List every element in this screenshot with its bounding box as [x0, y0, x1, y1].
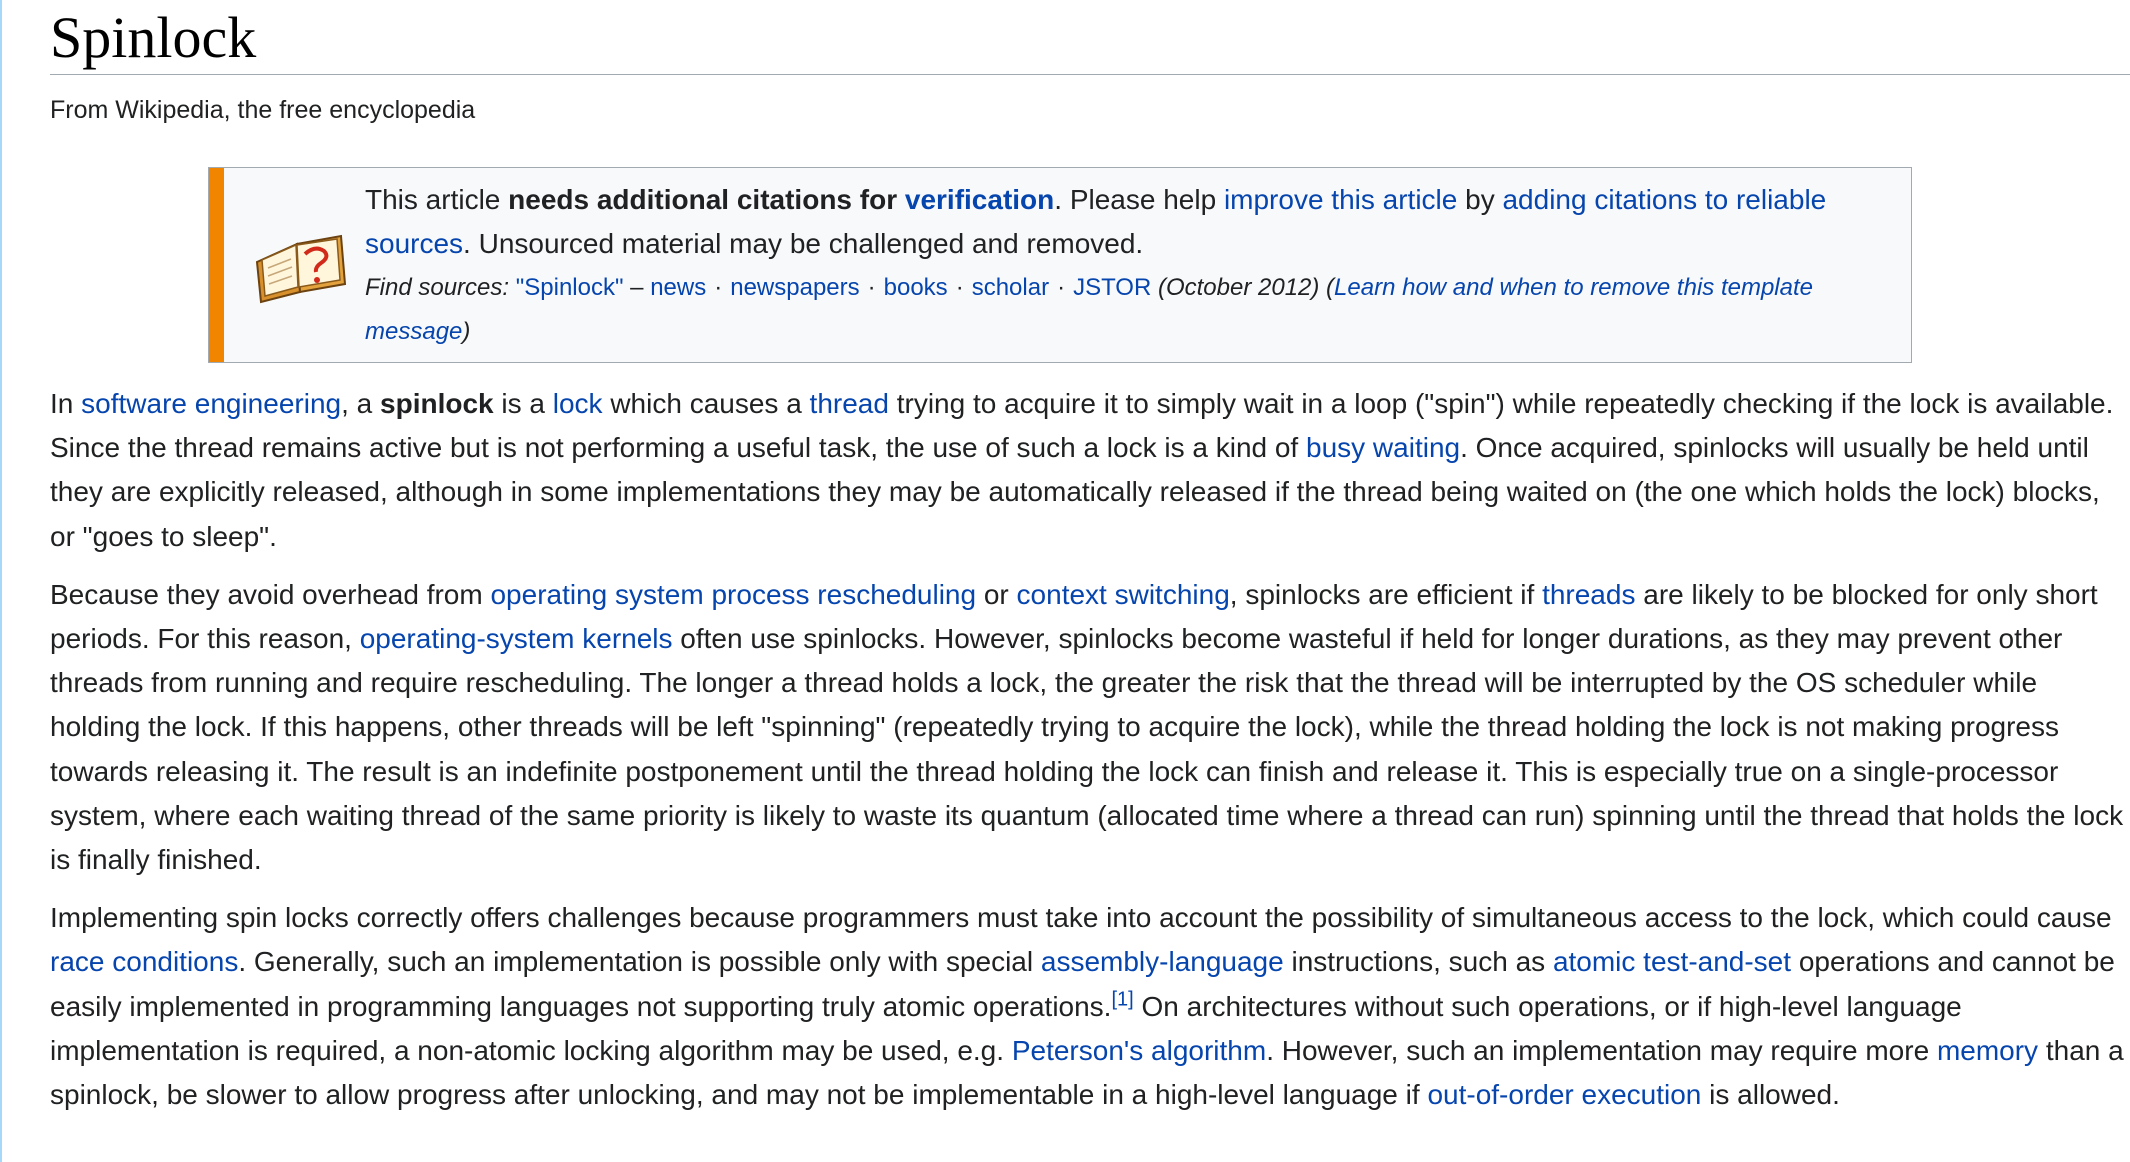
link-newspapers[interactable]: newspapers — [730, 274, 860, 301]
text: In — [50, 388, 82, 419]
link-books[interactable]: books — [883, 274, 948, 301]
notice-accent-stripe — [209, 168, 224, 362]
dash: – — [623, 274, 651, 301]
reference-1[interactable]: [1] — [1111, 988, 1134, 1011]
separator: · — [714, 274, 723, 301]
text: , spinlocks are efficient if — [1229, 578, 1543, 610]
link-atomic-test-and-set[interactable]: atomic test-and-set — [1552, 946, 1792, 978]
separator: · — [955, 274, 964, 301]
link-scholar[interactable]: scholar — [971, 274, 1050, 301]
notice-main — [365, 178, 1875, 266]
text: often use spinlocks. However, spinlocks become wasteful if held for longer durations, as they may prevent other threads from running and require rescheduling. The longer a thread holds a lock, the greater the risk that the thread will be interrupted by the OS scheduler while holding the lock. If this happens, other threads will be left "spinning" (repeatedly trying to acquire the lock), while the thread holding the lock is not making progress towards releasing it. The result is an indefinite postponement until the thread holding the lock can finish and release it. This is especially true on a single-processor system, where each waiting thread of the same priority is likely to waste its quantum (allocated time where a thread can run) spinning until the thread that holds the lock is finally finished. — [50, 623, 2124, 876]
paragraph-3 — [50, 896, 2128, 1117]
link-os-kernels[interactable]: operating-system kernels — [359, 623, 673, 655]
paragraph-1 — [50, 382, 2128, 559]
text: On architectures without such operations, or if high-level language implementation is required, a non-atomic locking algorithm may be used, e.g. — [50, 990, 1962, 1066]
notice-text-4: . Unsourced material may be challenged and removed. — [463, 228, 1144, 259]
link-lock[interactable]: lock — [552, 388, 603, 419]
text: . However, such an implementation may require more — [1266, 1034, 1937, 1066]
term-spinlock: spinlock — [380, 388, 494, 419]
book-question-icon — [251, 224, 349, 308]
link-learn-remove[interactable]: Learn how and when to remove this template message — [365, 274, 1813, 345]
text: operations and cannot be easily implemented in programming languages not supporting truly atomic operations. — [50, 946, 2115, 1022]
link-memory[interactable]: memory — [1936, 1034, 2039, 1066]
text: . Once acquired, spinlocks will usually be held until they are explicitly released, although in some implementations they may be automatically released if the thread being waited on (the one which holds the lock) blocks, or "goes to sleep". — [50, 432, 2100, 552]
notice-text — [365, 178, 1875, 354]
article-body — [50, 382, 2128, 1131]
text: is allowed. — [1701, 1079, 1840, 1111]
link-improve-article[interactable]: improve this article — [1223, 184, 1458, 215]
link-threads[interactable]: threads — [1542, 578, 1636, 610]
link-petersons-algorithm[interactable]: Peterson's algorithm — [1011, 1034, 1267, 1066]
link-assembly-language[interactable]: assembly-language — [1040, 946, 1284, 978]
notice-text-1: This article — [365, 184, 509, 215]
site-tagline: From Wikipedia, the free encyclopedia — [50, 96, 476, 124]
paren-close: ) — [462, 318, 471, 345]
link-race-conditions[interactable]: race conditions — [50, 946, 239, 978]
link-software-engineering[interactable]: software engineering — [81, 388, 342, 419]
notice-text-3: by — [1457, 184, 1503, 215]
link-verification[interactable]: verification — [904, 184, 1055, 215]
link-jstor[interactable]: JSTOR — [1073, 274, 1152, 301]
link-adding-citations[interactable]: adding citations to reliable sources — [365, 184, 1827, 259]
text: which causes a — [602, 388, 810, 419]
text: , a — [341, 388, 381, 419]
link-thread[interactable]: thread — [809, 388, 889, 419]
text: . Generally, such an implementation is possible only with special — [238, 946, 1041, 978]
text: are likely to be blocked for only short periods. For this reason, — [50, 578, 2098, 655]
link-out-of-order-execution[interactable]: out-of-order execution — [1427, 1079, 1702, 1111]
paragraph-2 — [50, 573, 2128, 882]
notice-bold: needs additional citations for — [508, 184, 905, 215]
paren-open: ( — [1326, 274, 1335, 301]
article-content — [50, 0, 2130, 127]
link-news[interactable]: news — [650, 274, 707, 301]
link-os-process-rescheduling[interactable]: operating system process rescheduling — [490, 578, 977, 610]
citation-notice-box — [208, 167, 1912, 363]
text: is a — [493, 388, 553, 419]
page-title: Spinlock — [50, 0, 2130, 75]
find-sources — [365, 266, 1875, 354]
link-context-switching[interactable]: context switching — [1016, 578, 1230, 610]
text: Implementing spin locks correctly offers challenges because programmers must take into account the possibility of simultaneous access to the lock, which could cause — [50, 902, 2112, 934]
text: trying to acquire it to simply wait in a loop ("spin") while repeatedly checking if the lock is available. Since the thread remains active but is not performing a useful task, the use of such a lock is a kind of — [50, 388, 2114, 464]
link-busy-waiting[interactable]: busy waiting — [1306, 432, 1461, 464]
separator: · — [1057, 274, 1066, 301]
content-left-border — [0, 0, 2, 1162]
notice-date: (October 2012) — [1151, 274, 1327, 301]
separator: · — [867, 274, 876, 301]
text: or — [976, 578, 1017, 610]
find-sources-label: Find sources: — [365, 274, 516, 301]
text: than a spinlock, be slower to allow progress after unlocking, and may not be implementable in a high-level language if — [50, 1034, 2124, 1111]
link-search-query[interactable]: "Spinlock" — [515, 274, 624, 301]
text: Because they avoid overhead from — [50, 578, 491, 610]
text: instructions, such as — [1283, 946, 1553, 978]
notice-text-2: . Please help — [1054, 184, 1224, 215]
